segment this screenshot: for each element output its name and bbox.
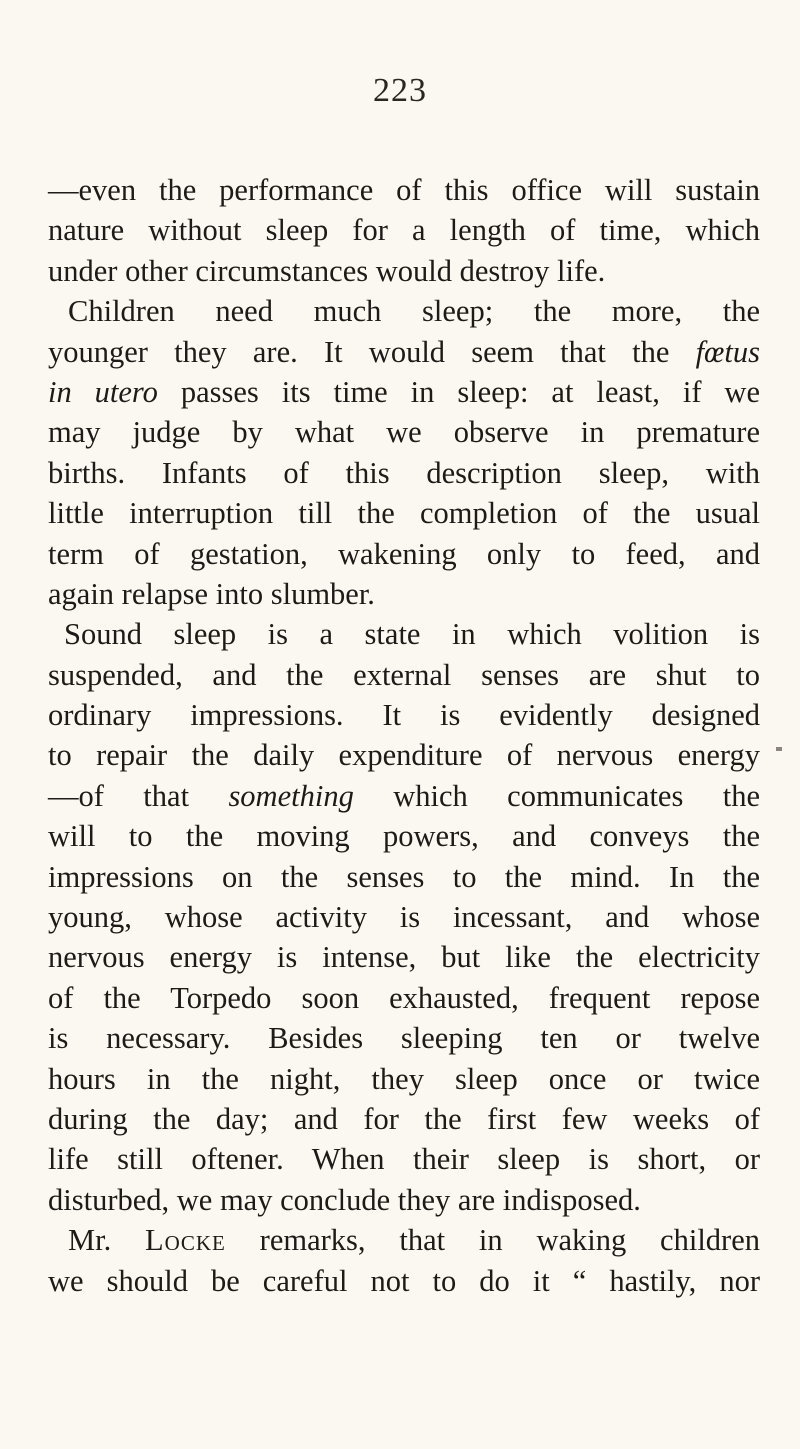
body-text	[48, 170, 760, 1301]
text-line	[48, 332, 760, 372]
page-number: 223	[373, 72, 427, 109]
text-line: will to the moving powers, and conveys the	[48, 819, 760, 854]
text-run: younger they are. It would seem that the	[48, 334, 696, 369]
text-line: of the Torpedo soon exhausted, frequent repose	[48, 980, 760, 1015]
text-line: disturbed, we may conclude they are indisposed.	[48, 1182, 641, 1217]
text-line: hours in the night, they sleep once or twice	[48, 1061, 760, 1096]
text-line	[48, 372, 760, 412]
author-name: Locke	[145, 1223, 226, 1258]
text-line: —even the performance of this office will sustain	[48, 173, 760, 207]
text-run: Mr.	[68, 1223, 146, 1258]
text-line: to repair the daily expenditure of nervous energy	[48, 738, 760, 773]
text-line: again relapse into slumber.	[48, 576, 375, 611]
text-line: life still oftener. When their sleep is short, or	[48, 1142, 760, 1177]
text-line: little interruption till the completion of the usual	[48, 496, 760, 531]
text-line: nervous energy is intense, but like the electricity	[48, 940, 760, 975]
text-line: Sound sleep is a state in which volition is	[64, 617, 760, 652]
text-line: births. Infants of this description sleep, with	[48, 455, 760, 490]
text-line: under other circumstances would destroy life.	[48, 253, 606, 288]
text-line	[48, 776, 760, 816]
text-line: young, whose activity is incessant, and whose	[48, 900, 760, 935]
italic-term: in utero	[48, 374, 158, 409]
text-line: term of gestation, wakening only to feed, and	[48, 536, 760, 571]
text-line: nature without sleep for a length of time, which	[48, 213, 760, 248]
text-line: impressions on the senses to the mind. In the	[48, 859, 760, 894]
text-line: we should be careful not to do it “ hastily, nor	[48, 1263, 760, 1298]
margin-mark	[776, 747, 782, 751]
text-line: suspended, and the external senses are shut to	[48, 657, 760, 692]
text-line: ordinary impressions. It is evidently designed	[48, 698, 760, 733]
italic-term: something	[228, 778, 354, 813]
text-line: Children need much sleep; the more, the	[68, 294, 760, 329]
text-run: which communicates the	[353, 778, 760, 813]
text-line: during the day; and for the first few weeks of	[48, 1101, 760, 1136]
text-line: may judge by what we observe in premature	[48, 415, 760, 450]
text-run: passes its time in sleep: at least, if we	[157, 374, 760, 409]
italic-term: fœtus	[695, 334, 760, 369]
text-run: remarks, that in waking children	[225, 1223, 760, 1258]
text-line	[48, 1220, 760, 1260]
text-line: is necessary. Besides sleeping ten or twelve	[48, 1021, 760, 1056]
text-run: —of that	[48, 778, 229, 813]
